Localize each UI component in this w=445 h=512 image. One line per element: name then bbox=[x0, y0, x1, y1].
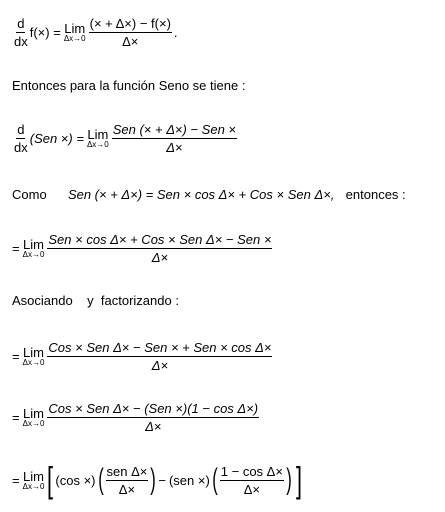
association-step bbox=[12, 340, 274, 373]
sine-denominator: Δ× bbox=[166, 140, 183, 155]
lim-label: Lim bbox=[87, 127, 109, 142]
lim-subscript: Δx→0 bbox=[22, 419, 45, 428]
limit-operator bbox=[23, 470, 45, 491]
one-minus-cos-fraction bbox=[220, 464, 284, 497]
sine-fraction bbox=[112, 122, 237, 155]
minus-sign: − bbox=[158, 472, 166, 488]
right-paren: ) bbox=[286, 463, 292, 496]
dx-denominator: dx bbox=[14, 140, 28, 155]
sen-x-factor: (sen ×) bbox=[168, 472, 210, 488]
equals-sign: = bbox=[12, 349, 20, 364]
sen-delta-denominator: Δ× bbox=[118, 481, 136, 497]
limit-operator bbox=[23, 238, 45, 259]
d-numerator: d bbox=[17, 122, 25, 137]
association-denominator: Δ× bbox=[151, 358, 169, 373]
lim-subscript: Δx→0 bbox=[22, 481, 45, 491]
sen-delta-fraction bbox=[106, 464, 149, 497]
factorization-fraction bbox=[47, 401, 259, 434]
lim-label: Lim bbox=[64, 21, 86, 36]
limit-operator bbox=[23, 407, 45, 428]
left-paren: ( bbox=[97, 463, 104, 496]
sen-delta-numerator: sen Δ× bbox=[106, 463, 148, 479]
association-fraction bbox=[47, 340, 272, 373]
factorization-numerator: Cos × Sen Δ× − (Sen ×)(1 − cos Δ×) bbox=[48, 401, 259, 416]
como-line bbox=[12, 187, 406, 202]
sine-sum-identity: Sen (× + Δ×) = Sen × cos Δ× + Cos × Sen Δ×, bbox=[67, 187, 335, 202]
left-bracket: [ bbox=[47, 459, 54, 500]
lim-subscript: Δx→0 bbox=[86, 140, 109, 149]
text-asociando: Asociando y factorizando : bbox=[12, 293, 179, 308]
lim-subscript: Δx→0 bbox=[22, 358, 45, 367]
one-minus-cos-numerator: 1 − cos Δ× bbox=[220, 463, 283, 479]
sen-x-lhs: (Sen ×) = bbox=[29, 131, 84, 146]
expansion-denominator: Δ× bbox=[151, 250, 169, 265]
equals-sign: = bbox=[12, 472, 20, 488]
right-paren: ) bbox=[150, 463, 157, 496]
lim-label: Lim bbox=[23, 406, 44, 421]
definition-denominator: Δ× bbox=[122, 34, 139, 49]
text-seno: Entonces para la función Seno se tiene : bbox=[12, 78, 246, 93]
expansion-fraction bbox=[47, 232, 272, 265]
limit-operator bbox=[87, 128, 109, 149]
equals-sign: = bbox=[12, 241, 20, 256]
association-numerator: Cos × Sen Δ× − Sen × + Sen × cos Δ× bbox=[48, 340, 272, 355]
lim-subscript: Δx→0 bbox=[63, 34, 86, 43]
derivative-definition bbox=[12, 16, 178, 49]
fx-term: f(×) = bbox=[29, 25, 61, 40]
factorization-denominator: Δ× bbox=[145, 419, 162, 434]
definition-fraction bbox=[89, 16, 172, 49]
limit-operator bbox=[64, 22, 86, 43]
lim-label: Lim bbox=[23, 468, 44, 484]
dx-denominator: dx bbox=[14, 34, 28, 49]
lim-label: Lim bbox=[23, 237, 44, 252]
sine-numerator: Sen (× + Δ×) − Sen × bbox=[112, 122, 237, 137]
factorization-step bbox=[12, 401, 261, 434]
expansion-step bbox=[12, 232, 274, 265]
d-numerator: d bbox=[17, 16, 25, 31]
equals-sign: = bbox=[12, 410, 20, 425]
expansion-numerator: Sen × cos Δ× + Cos × Sen Δ× − Sen × bbox=[48, 232, 272, 247]
cos-x-factor: (cos ×) bbox=[55, 472, 96, 488]
final-step bbox=[12, 459, 304, 500]
lim-subscript: Δx→0 bbox=[22, 250, 45, 259]
limit-operator bbox=[23, 346, 45, 367]
d-dx-operator bbox=[14, 122, 28, 155]
definition-numerator: (× + Δ×) − f(×) bbox=[89, 16, 171, 31]
period: . bbox=[173, 25, 178, 40]
lim-label: Lim bbox=[23, 345, 44, 360]
one-minus-cos-denominator: Δ× bbox=[243, 481, 260, 497]
left-paren: ( bbox=[212, 463, 218, 496]
d-dx-operator bbox=[14, 16, 28, 49]
entonces-word: entonces : bbox=[345, 187, 406, 202]
como-word: Como bbox=[12, 187, 47, 202]
sine-derivative bbox=[12, 122, 239, 155]
right-bracket: ] bbox=[295, 459, 302, 500]
